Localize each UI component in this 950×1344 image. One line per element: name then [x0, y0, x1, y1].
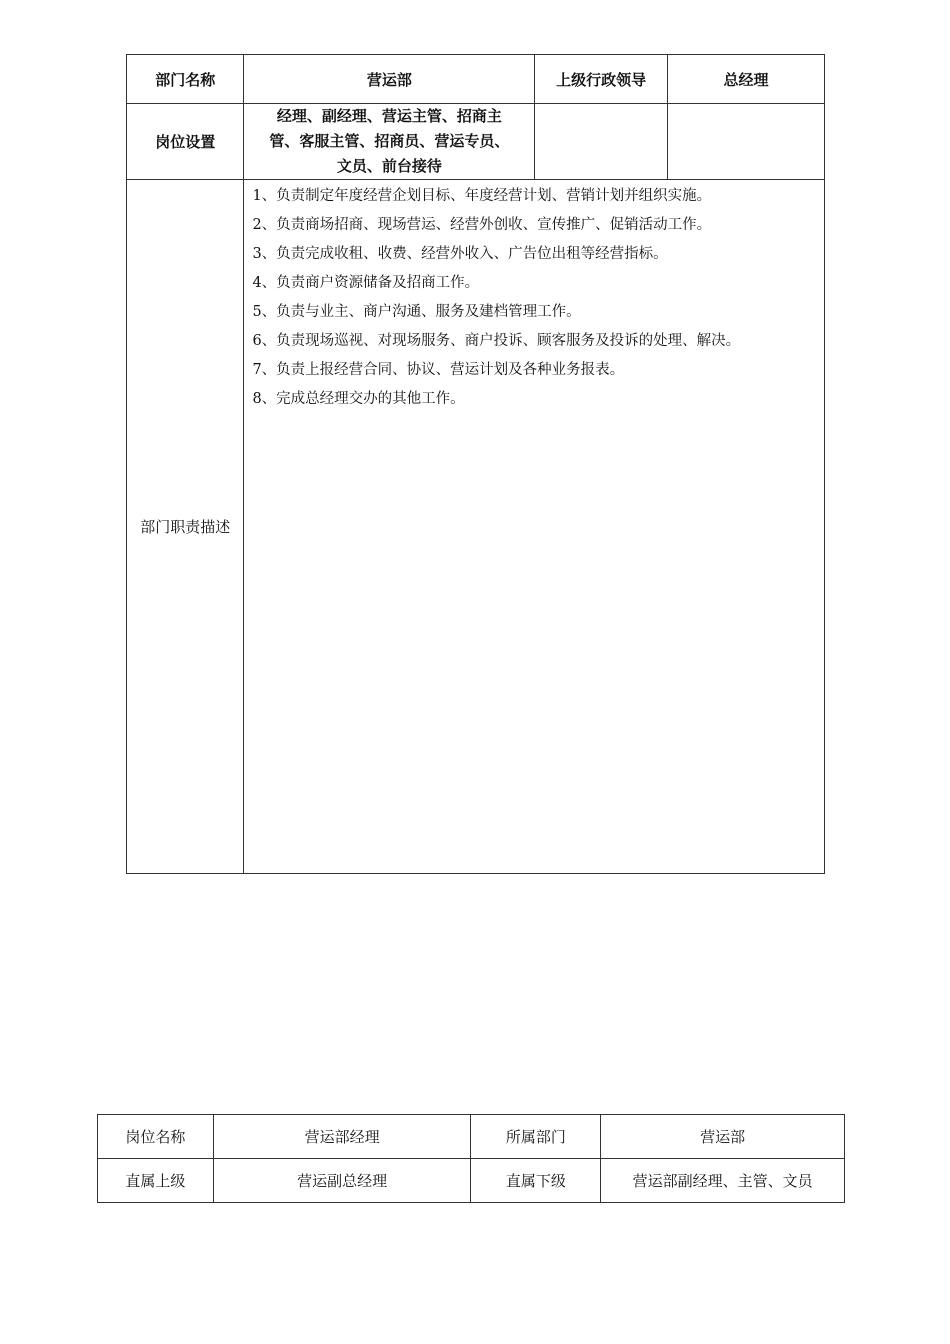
duty-item: 3、负责完成收租、收费、经营外收入、广告位出租等经营指标。 — [252, 246, 668, 262]
department-table — [126, 54, 825, 874]
direct-subordinate-label: 直属下级 — [471, 1159, 601, 1203]
dept-name-label: 部门名称 — [127, 55, 244, 104]
duties-list — [244, 180, 824, 414]
duties-label: 部门职责描述 — [127, 180, 244, 874]
duty-item: 5、负责与业主、商户沟通、服务及建档管理工作。 — [252, 304, 581, 320]
direct-subordinate-value: 营运部副经理、主管、文员 — [601, 1159, 845, 1203]
job-name-value: 营运部经理 — [213, 1115, 471, 1159]
duty-item: 4、负责商户资源储备及招商工作。 — [252, 275, 480, 291]
dept-name-value: 营运部 — [244, 55, 535, 104]
duty-item: 8、完成总经理交办的其他工作。 — [252, 391, 465, 407]
direct-superior-value: 营运副总经理 — [213, 1159, 471, 1203]
duty-item: 2、负责商场招商、现场营运、经营外创收、宣传推广、促销活动工作。 — [252, 217, 712, 233]
empty-cell — [668, 104, 825, 180]
superior-label: 上级行政领导 — [535, 55, 668, 104]
duty-item: 7、负责上报经营合同、协议、营运计划及各种业务报表。 — [252, 362, 625, 378]
positions-label: 岗位设置 — [127, 104, 244, 180]
duty-item: 6、负责现场巡视、对现场服务、商户投诉、顾客服务及投诉的处理、解决。 — [252, 333, 741, 349]
positions-line: 管、客服主管、招商员、营运专员、 — [269, 132, 510, 150]
duties-cell — [244, 180, 825, 874]
dept-name-row — [127, 55, 825, 104]
positions-row — [127, 104, 825, 180]
empty-cell — [535, 104, 668, 180]
job-row-1 — [98, 1115, 845, 1159]
direct-superior-label: 直属上级 — [98, 1159, 214, 1203]
positions-line: 经理、副经理、营运主管、招商主 — [276, 107, 502, 125]
dept-label: 所属部门 — [471, 1115, 601, 1159]
superior-value: 总经理 — [668, 55, 825, 104]
positions-value — [244, 104, 535, 180]
duties-row — [127, 180, 825, 874]
job-table — [97, 1114, 845, 1203]
dept-value: 营运部 — [601, 1115, 845, 1159]
job-name-label: 岗位名称 — [98, 1115, 214, 1159]
positions-line: 文员、前台接待 — [336, 157, 442, 175]
job-row-2 — [98, 1159, 845, 1203]
duty-item: 1、负责制定年度经营企划目标、年度经营计划、营销计划并组织实施。 — [252, 188, 712, 204]
